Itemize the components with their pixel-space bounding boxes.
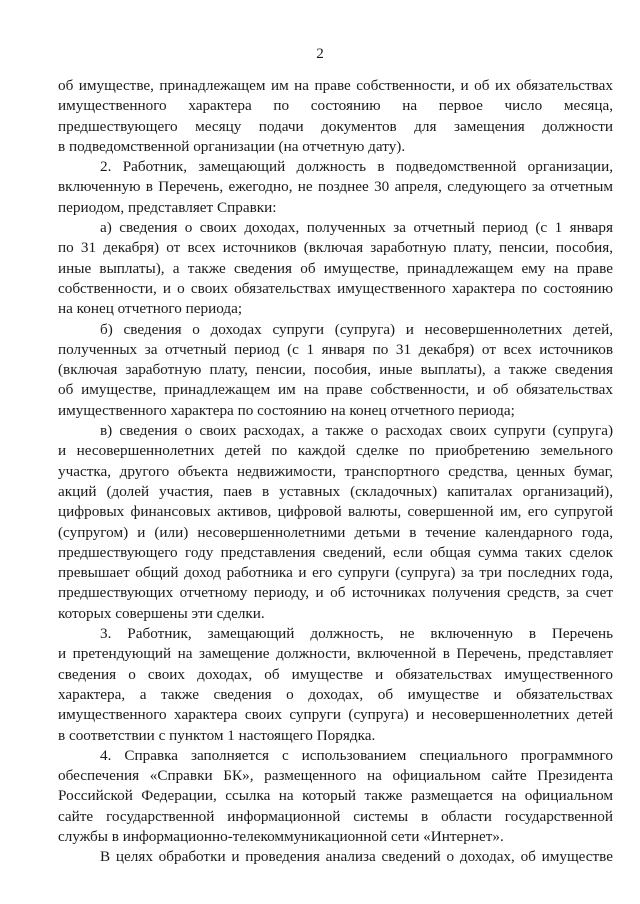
text-line: предшествующего году представления сведений, если общая сумма таких сделок — [58, 543, 613, 561]
text-line: б) сведения о доходах супруги (супруга) и несовершеннолетних детей, — [100, 320, 613, 338]
text-line: обеспечения «Справки БК», размещенного на официальном сайте Президента — [58, 767, 613, 785]
text-line: периодом, представляет Справки: — [58, 198, 277, 216]
text-line: 2. Работник, замещающий должность в подведомственной организации, — [100, 158, 613, 176]
text-line: (включая заработную плату, пенсии, пособия, иные выплаты), а также сведения — [58, 361, 613, 379]
text-line: имущественного характера по состоянию на первое число месяца, — [58, 97, 613, 115]
text-line: имущественного характера по состоянию на конец отчетного периода; — [58, 401, 515, 419]
text-line: Российской Федерации, ссылка на который также размещается на официальном — [58, 787, 613, 805]
text-line: участка, другого объекта недвижимости, транспортного средства, ценных бумаг, — [58, 462, 613, 480]
text-line: по 31 декабря) от всех источников (включая заработную плату, пенсии, пособия, — [58, 239, 613, 257]
text-line: предшествующего месяцу подачи документов для замещения должности — [58, 117, 613, 135]
text-line: (супругом) и (или) несовершеннолетними детьми в течение календарного года, — [58, 523, 613, 541]
text-line: а) сведения о своих доходах, полученных за отчетный период (с 1 января — [100, 219, 613, 237]
text-line: службы в информационно-телекоммуникационной сети «Интернет». — [58, 827, 504, 845]
text-line: превышает общий доход работника и его супруги (супруга) за три последних года, — [58, 564, 613, 582]
text-line: собственности, и о своих обязательствах имущественного характера по состоянию — [58, 279, 613, 297]
text-line: в подведомственной организации (на отчетную дату). — [58, 137, 406, 155]
text-line: в) сведения о своих расходах, а также о расходах своих супруги (супруга) — [100, 422, 613, 440]
page-number: 2 — [316, 45, 324, 62]
text-line: имущественного характера своих супруги (супруга) и несовершеннолетних детей — [58, 706, 613, 724]
text-line: включенную в Перечень, ежегодно, не позднее 30 апреля, следующего за отчетным — [58, 178, 613, 196]
text-line: иные выплаты), а также сведения об имуществе, принадлежащем ему на праве — [58, 259, 613, 277]
text-line: сайте государственной информационной системы в области государственной — [58, 807, 613, 825]
text-line: 4. Справка заполняется с использованием специального программного — [100, 746, 613, 764]
document-body — [58, 76, 613, 868]
text-line: 3. Работник, замещающий должность, не включенную в Перечень — [100, 625, 613, 643]
text-line: акций (долей участия, паев в уставных (складочных) капиталах организаций), — [58, 482, 613, 500]
text-line: сведения о своих доходах, об имуществе и обязательствах имущественного — [58, 665, 613, 683]
text-line: характера, а также сведения о доходах, об имуществе и обязательствах — [58, 685, 613, 703]
text-line: которых совершены эти сделки. — [58, 604, 265, 622]
text-line: на конец отчетного периода; — [58, 300, 243, 318]
text-line: полученных за отчетный период (с 1 января по 31 декабря) от всех источников — [58, 340, 613, 358]
text-line: В целях обработки и проведения анализа сведений о доходах, об имуществе — [100, 848, 613, 866]
text-line: и претендующий на замещение должности, включенной в Перечень, представляет — [58, 645, 613, 663]
text-line: цифровых финансовых активов, цифровой валюты, совершенной им, его супругой — [58, 503, 613, 521]
text-line: предшествующих отчетному периоду, и об источниках получения средств, за счет — [58, 584, 613, 602]
text-line: и несовершеннолетних детей по каждой сделке по приобретению земельного — [58, 442, 613, 460]
text-line: об имуществе, принадлежащем им на праве собственности, и об обязательствах — [58, 381, 613, 399]
text-line: в соответствии с пунктом 1 настоящего Порядка. — [58, 726, 376, 744]
text-line: об имуществе, принадлежащем им на праве собственности, и об их обязательствах — [58, 77, 613, 94]
